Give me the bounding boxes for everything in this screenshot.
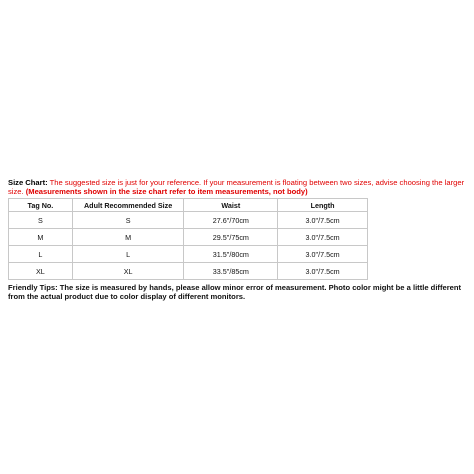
- size-chart-intro: [8, 178, 470, 197]
- cell-length: 3.0"/7.5cm: [278, 263, 368, 280]
- cell-waist: 31.5"/80cm: [184, 246, 278, 263]
- cell-tag-no: M: [9, 229, 73, 246]
- cell-waist: 29.5"/75cm: [184, 229, 278, 246]
- table-row: [9, 212, 368, 229]
- size-chart-label: Size Chart:: [8, 178, 48, 187]
- table-header-row: [9, 199, 368, 212]
- friendly-tips: Friendly Tips: The size is measured by hands, please allow minor error of measurement. Photo color might be a little different from the actual product due to color display of different monitors.: [8, 283, 462, 302]
- header-length: Length: [278, 199, 368, 212]
- header-waist: Waist: [184, 199, 278, 212]
- size-chart-table: [8, 198, 368, 280]
- size-chart-note: The suggested size is just for your reference. If your measurement is floating between two sizes, advise choosing the larger size.: [8, 178, 465, 197]
- cell-adult-size: M: [72, 229, 184, 246]
- cell-waist: 27.6"/70cm: [184, 212, 278, 229]
- cell-length: 3.0"/7.5cm: [278, 212, 368, 229]
- table-row: [9, 246, 368, 263]
- header-adult-recommended-size: Adult Recommended Size: [72, 199, 184, 212]
- table-row: [9, 263, 368, 280]
- cell-length: 3.0"/7.5cm: [278, 246, 368, 263]
- size-chart-note-bold: (Measurements shown in the size chart refer to item measurements, not body): [25, 187, 308, 197]
- cell-adult-size: L: [72, 246, 184, 263]
- cell-tag-no: XL: [9, 263, 73, 280]
- table-row: [9, 229, 368, 246]
- cell-waist: 33.5"/85cm: [184, 263, 278, 280]
- cell-adult-size: XL: [72, 263, 184, 280]
- cell-length: 3.0"/7.5cm: [278, 229, 368, 246]
- header-tag-no: Tag No.: [9, 199, 73, 212]
- cell-tag-no: S: [9, 212, 73, 229]
- cell-adult-size: S: [72, 212, 184, 229]
- cell-tag-no: L: [9, 246, 73, 263]
